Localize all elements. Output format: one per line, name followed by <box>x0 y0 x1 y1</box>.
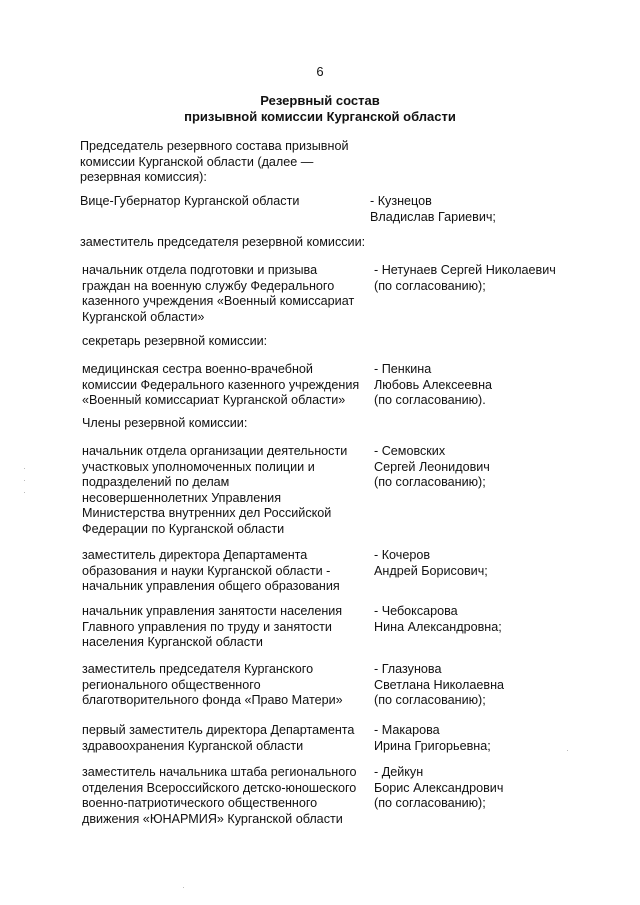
document-title <box>0 93 640 125</box>
position-member-2: заместитель директора Департамента образования и науки Курганской области - начальник управления общего образования <box>82 548 340 593</box>
scan-speck <box>24 468 25 469</box>
scan-speck <box>567 750 568 751</box>
scan-speck <box>183 887 184 888</box>
scan-speck <box>24 492 25 493</box>
position-member-4: заместитель председателя Курганского регионального общественного благотворительного фонда «Право Матери» <box>82 662 343 707</box>
intro-text: Председатель резервного состава призывной комиссии Курганской области (далее — резервная комиссия): <box>80 139 349 184</box>
person-member-4: - Глазунова Светлана Николаевна (по согласованию); <box>374 662 505 707</box>
person-member-5: - Макарова Ирина Григорьевна; <box>374 723 491 753</box>
section-members: Члены резервной комиссии: <box>82 416 248 430</box>
position-member-6: заместитель начальника штаба регионального отделения Всероссийского детско-юношеского военно-патриотического общественного движения «ЮНАРМИЯ» Курганской области <box>82 765 357 826</box>
position-member-5: первый заместитель директора Департамента здравоохранения Курганской области <box>82 723 355 753</box>
person-member-1: - Семовских Сергей Леонидович (по согласованию); <box>374 444 490 489</box>
position-chairman: Вице-Губернатор Курганской области <box>80 194 300 208</box>
position-member-3: начальник управления занятости населения Главного управления по труду и занятости населения Курганской области <box>82 604 343 649</box>
position-member-1: начальник отдела организации деятельности участковых уполномоченных полиции и подразделений по делам несовершеннолетних Управления Министерства внутренних дел Российской Федерации по Курганской области <box>82 444 348 536</box>
position-secretary: медицинская сестра военно-врачебной комиссии Федерального казенного учреждения «Военный комиссариат Курганской области» <box>82 362 360 407</box>
person-member-2: - Кочеров Андрей Борисович; <box>374 548 488 578</box>
title-line-1: Резервный состав <box>260 93 380 108</box>
position-deputy-chairman: начальник отдела подготовки и призыва граждан на военную службу Федерального казенного учреждения «Военный комиссариат Курганской области» <box>82 263 355 324</box>
title-line-2: призывной комиссии Курганской области <box>184 109 456 124</box>
section-deputy-chairman: заместитель председателя резервной комиссии: <box>80 235 366 249</box>
person-member-3: - Чебоксарова Нина Александровна; <box>374 604 502 634</box>
page-number: 6 <box>316 64 324 79</box>
scan-speck <box>24 480 25 481</box>
person-secretary: - Пенкина Любовь Алексеевна (по согласованию). <box>374 362 493 407</box>
person-chairman: - Кузнецов Владислав Гариевич; <box>370 194 496 224</box>
person-deputy-chairman: - Нетунаев Сергей Николаевич (по согласованию); <box>374 263 556 293</box>
section-secretary: секретарь резервной комиссии: <box>82 334 268 348</box>
person-member-6: - Дейкун Борис Александрович (по согласованию); <box>374 765 504 810</box>
